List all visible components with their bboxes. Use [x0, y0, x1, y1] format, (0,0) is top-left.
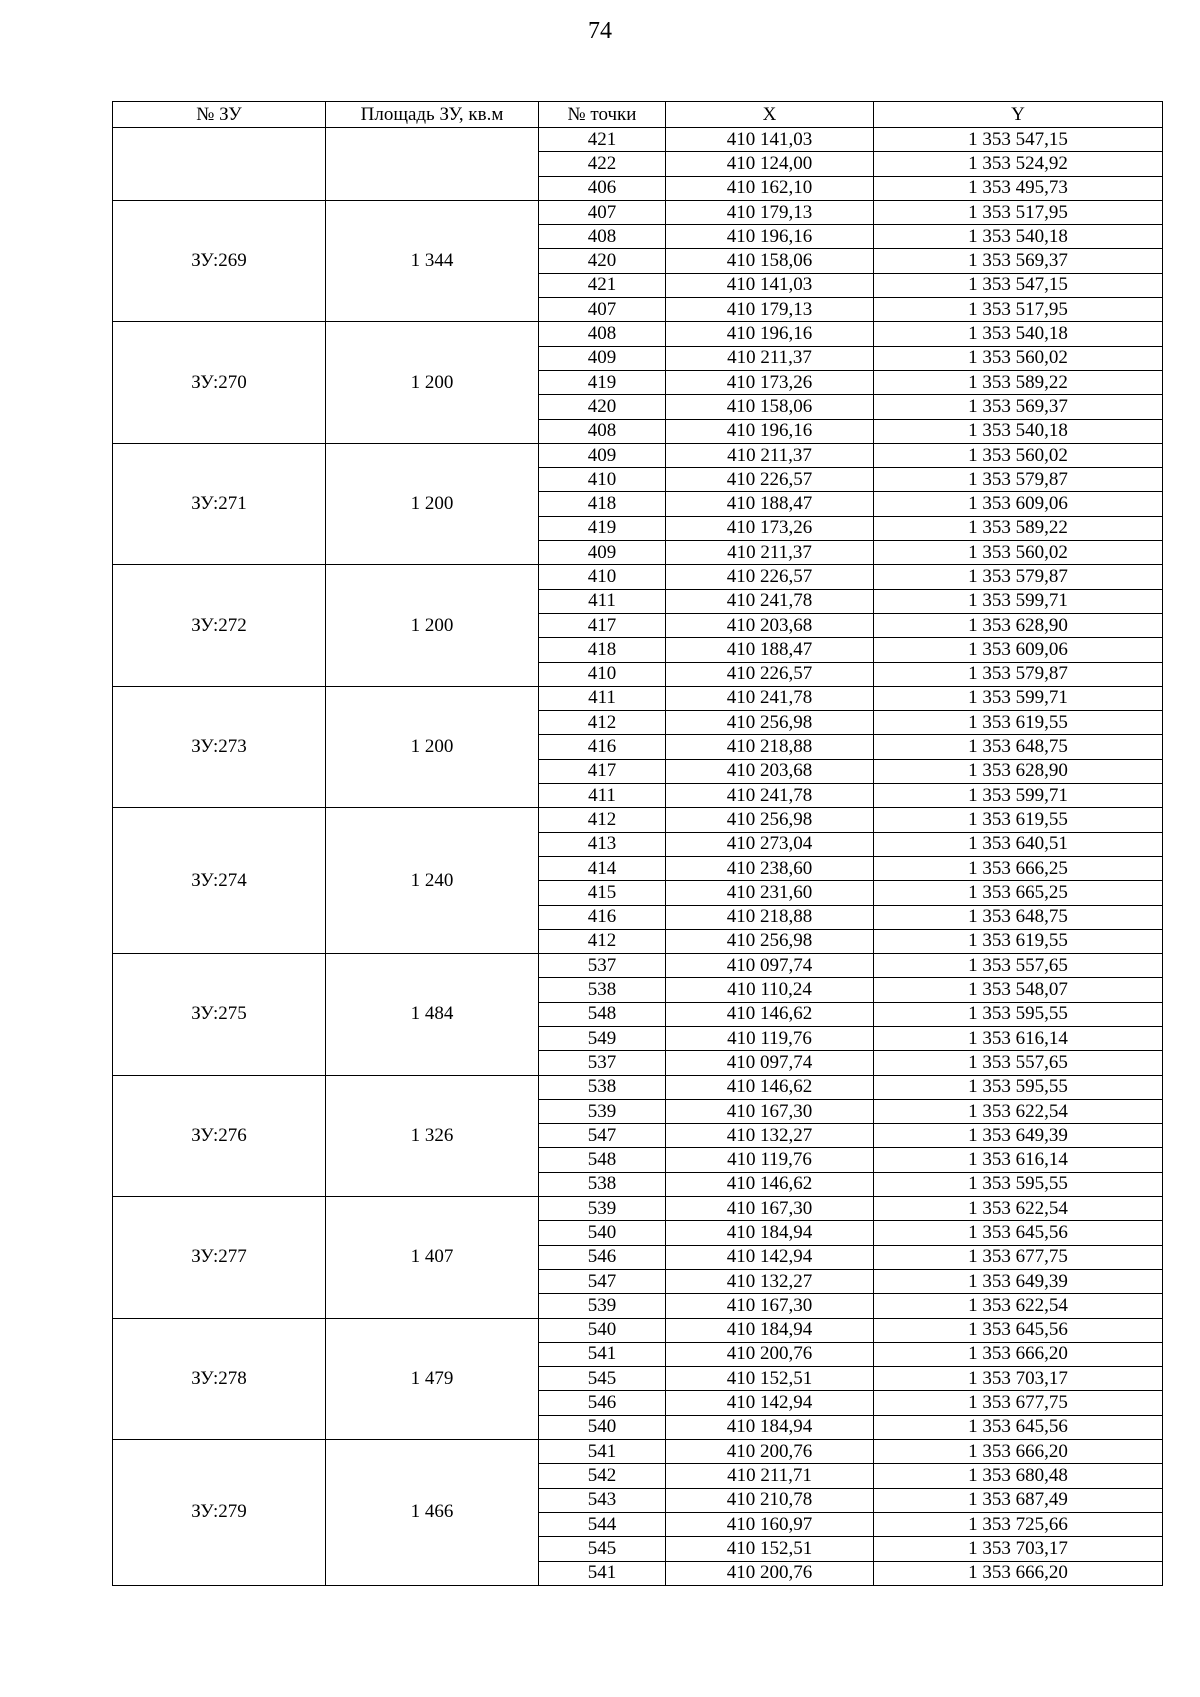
- point-number-cell: 420: [539, 395, 666, 419]
- x-coordinate-cell: 410 188,47: [666, 638, 874, 662]
- plot-number-cell: ЗУ:270: [113, 322, 326, 443]
- x-coordinate-cell: 410 226,57: [666, 565, 874, 589]
- plot-number-cell: ЗУ:274: [113, 808, 326, 954]
- x-coordinate-cell: 410 132,27: [666, 1269, 874, 1293]
- point-number-cell: 537: [539, 954, 666, 978]
- point-number-cell: 422: [539, 152, 666, 176]
- point-number-cell: 540: [539, 1221, 666, 1245]
- point-number-cell: 407: [539, 298, 666, 322]
- point-number-cell: 540: [539, 1318, 666, 1342]
- x-coordinate-cell: 410 218,88: [666, 905, 874, 929]
- plot-area-cell: 1 466: [326, 1440, 539, 1586]
- point-number-cell: 410: [539, 662, 666, 686]
- point-number-cell: 539: [539, 1294, 666, 1318]
- plot-number-cell: ЗУ:271: [113, 443, 326, 564]
- x-coordinate-cell: 410 231,60: [666, 881, 874, 905]
- point-number-cell: 408: [539, 225, 666, 249]
- x-coordinate-cell: 410 158,06: [666, 249, 874, 273]
- point-number-cell: 543: [539, 1488, 666, 1512]
- plot-area-cell: 1 484: [326, 954, 539, 1075]
- y-coordinate-cell: 1 353 616,14: [874, 1026, 1163, 1050]
- point-number-cell: 419: [539, 370, 666, 394]
- y-coordinate-cell: 1 353 619,55: [874, 808, 1163, 832]
- table-row: [113, 1075, 1163, 1099]
- point-number-cell: 407: [539, 200, 666, 224]
- y-coordinate-cell: 1 353 557,65: [874, 954, 1163, 978]
- x-coordinate-cell: 410 152,51: [666, 1367, 874, 1391]
- x-coordinate-cell: 410 142,94: [666, 1391, 874, 1415]
- y-coordinate-cell: 1 353 628,90: [874, 613, 1163, 637]
- point-number-cell: 546: [539, 1245, 666, 1269]
- point-number-cell: 541: [539, 1342, 666, 1366]
- y-coordinate-cell: 1 353 547,15: [874, 128, 1163, 152]
- x-coordinate-cell: 410 173,26: [666, 370, 874, 394]
- y-coordinate-cell: 1 353 595,55: [874, 1172, 1163, 1196]
- y-coordinate-cell: 1 353 595,55: [874, 1002, 1163, 1026]
- x-coordinate-cell: 410 218,88: [666, 735, 874, 759]
- table-row: [113, 808, 1163, 832]
- y-coordinate-cell: 1 353 609,06: [874, 638, 1163, 662]
- y-coordinate-cell: 1 353 648,75: [874, 905, 1163, 929]
- point-number-cell: 411: [539, 784, 666, 808]
- point-number-cell: 544: [539, 1512, 666, 1536]
- point-number-cell: 411: [539, 589, 666, 613]
- table-row: [113, 200, 1163, 224]
- plot-area-cell: 1 407: [326, 1197, 539, 1318]
- y-coordinate-cell: 1 353 622,54: [874, 1294, 1163, 1318]
- point-number-cell: 547: [539, 1124, 666, 1148]
- x-coordinate-cell: 410 142,94: [666, 1245, 874, 1269]
- y-coordinate-cell: 1 353 540,18: [874, 322, 1163, 346]
- coordinates-table: [112, 101, 1163, 1586]
- x-coordinate-cell: 410 158,06: [666, 395, 874, 419]
- x-coordinate-cell: 410 119,76: [666, 1148, 874, 1172]
- y-coordinate-cell: 1 353 595,55: [874, 1075, 1163, 1099]
- y-coordinate-cell: 1 353 680,48: [874, 1464, 1163, 1488]
- y-coordinate-cell: 1 353 677,75: [874, 1391, 1163, 1415]
- x-coordinate-cell: 410 167,30: [666, 1294, 874, 1318]
- point-number-cell: 537: [539, 1051, 666, 1075]
- plot-number-cell: [113, 128, 326, 201]
- x-coordinate-cell: 410 110,24: [666, 978, 874, 1002]
- point-number-cell: 409: [539, 346, 666, 370]
- y-coordinate-cell: 1 353 540,18: [874, 225, 1163, 249]
- x-coordinate-cell: 410 241,78: [666, 589, 874, 613]
- x-coordinate-cell: 410 146,62: [666, 1002, 874, 1026]
- y-coordinate-cell: 1 353 619,55: [874, 711, 1163, 735]
- y-coordinate-cell: 1 353 622,54: [874, 1099, 1163, 1123]
- x-coordinate-cell: 410 238,60: [666, 856, 874, 880]
- plot-area-cell: 1 344: [326, 200, 539, 321]
- point-number-cell: 420: [539, 249, 666, 273]
- point-number-cell: 418: [539, 638, 666, 662]
- x-coordinate-cell: 410 184,94: [666, 1221, 874, 1245]
- point-number-cell: 541: [539, 1561, 666, 1585]
- y-coordinate-cell: 1 353 648,75: [874, 735, 1163, 759]
- x-coordinate-cell: 410 097,74: [666, 1051, 874, 1075]
- plot-area-cell: 1 240: [326, 808, 539, 954]
- point-number-cell: 549: [539, 1026, 666, 1050]
- x-coordinate-cell: 410 179,13: [666, 298, 874, 322]
- x-coordinate-cell: 410 256,98: [666, 929, 874, 953]
- y-coordinate-cell: 1 353 628,90: [874, 759, 1163, 783]
- x-coordinate-cell: 410 132,27: [666, 1124, 874, 1148]
- x-coordinate-cell: 410 162,10: [666, 176, 874, 200]
- point-number-cell: 410: [539, 468, 666, 492]
- y-coordinate-cell: 1 353 666,25: [874, 856, 1163, 880]
- y-coordinate-cell: 1 353 599,71: [874, 784, 1163, 808]
- point-number-cell: 411: [539, 686, 666, 710]
- table-row: [113, 954, 1163, 978]
- point-number-cell: 548: [539, 1148, 666, 1172]
- point-number-cell: 415: [539, 881, 666, 905]
- x-coordinate-cell: 410 196,16: [666, 322, 874, 346]
- table-row: [113, 686, 1163, 710]
- plot-area-cell: 1 326: [326, 1075, 539, 1196]
- y-coordinate-cell: 1 353 622,54: [874, 1197, 1163, 1221]
- x-coordinate-cell: 410 211,37: [666, 541, 874, 565]
- y-coordinate-cell: 1 353 703,17: [874, 1367, 1163, 1391]
- point-number-cell: 548: [539, 1002, 666, 1026]
- x-coordinate-cell: 410 173,26: [666, 516, 874, 540]
- plot-area-cell: [326, 128, 539, 201]
- plot-number-cell: ЗУ:278: [113, 1318, 326, 1439]
- header-plot-number: № ЗУ: [113, 102, 326, 128]
- y-coordinate-cell: 1 353 645,56: [874, 1221, 1163, 1245]
- point-number-cell: 541: [539, 1440, 666, 1464]
- point-number-cell: 421: [539, 273, 666, 297]
- point-number-cell: 414: [539, 856, 666, 880]
- y-coordinate-cell: 1 353 609,06: [874, 492, 1163, 516]
- table-row: [113, 443, 1163, 467]
- y-coordinate-cell: 1 353 599,71: [874, 686, 1163, 710]
- table-body: [113, 128, 1163, 1586]
- x-coordinate-cell: 410 241,78: [666, 784, 874, 808]
- y-coordinate-cell: 1 353 548,07: [874, 978, 1163, 1002]
- x-coordinate-cell: 410 146,62: [666, 1075, 874, 1099]
- header-x: X: [666, 102, 874, 128]
- y-coordinate-cell: 1 353 569,37: [874, 395, 1163, 419]
- table-row: [113, 1440, 1163, 1464]
- x-coordinate-cell: 410 203,68: [666, 613, 874, 637]
- x-coordinate-cell: 410 273,04: [666, 832, 874, 856]
- x-coordinate-cell: 410 160,97: [666, 1512, 874, 1536]
- y-coordinate-cell: 1 353 560,02: [874, 346, 1163, 370]
- x-coordinate-cell: 410 211,37: [666, 346, 874, 370]
- point-number-cell: 416: [539, 905, 666, 929]
- x-coordinate-cell: 410 196,16: [666, 225, 874, 249]
- x-coordinate-cell: 410 256,98: [666, 711, 874, 735]
- x-coordinate-cell: 410 124,00: [666, 152, 874, 176]
- x-coordinate-cell: 410 226,57: [666, 468, 874, 492]
- point-number-cell: 409: [539, 443, 666, 467]
- page-number: 74: [588, 18, 612, 44]
- plot-number-cell: ЗУ:269: [113, 200, 326, 321]
- x-coordinate-cell: 410 167,30: [666, 1197, 874, 1221]
- table-row: [113, 322, 1163, 346]
- plot-area-cell: 1 200: [326, 443, 539, 564]
- table-row: [113, 1318, 1163, 1342]
- x-coordinate-cell: 410 241,78: [666, 686, 874, 710]
- y-coordinate-cell: 1 353 619,55: [874, 929, 1163, 953]
- point-number-cell: 547: [539, 1269, 666, 1293]
- x-coordinate-cell: 410 152,51: [666, 1537, 874, 1561]
- point-number-cell: 412: [539, 711, 666, 735]
- header-plot-area: Площадь ЗУ, кв.м: [326, 102, 539, 128]
- x-coordinate-cell: 410 211,71: [666, 1464, 874, 1488]
- y-coordinate-cell: 1 353 540,18: [874, 419, 1163, 443]
- point-number-cell: 538: [539, 978, 666, 1002]
- y-coordinate-cell: 1 353 665,25: [874, 881, 1163, 905]
- plot-area-cell: 1 200: [326, 322, 539, 443]
- y-coordinate-cell: 1 353 645,56: [874, 1415, 1163, 1439]
- x-coordinate-cell: 410 200,76: [666, 1342, 874, 1366]
- point-number-cell: 538: [539, 1075, 666, 1099]
- y-coordinate-cell: 1 353 517,95: [874, 200, 1163, 224]
- y-coordinate-cell: 1 353 599,71: [874, 589, 1163, 613]
- point-number-cell: 412: [539, 808, 666, 832]
- plot-area-cell: 1 479: [326, 1318, 539, 1439]
- y-coordinate-cell: 1 353 677,75: [874, 1245, 1163, 1269]
- x-coordinate-cell: 410 184,94: [666, 1318, 874, 1342]
- point-number-cell: 540: [539, 1415, 666, 1439]
- point-number-cell: 538: [539, 1172, 666, 1196]
- y-coordinate-cell: 1 353 687,49: [874, 1488, 1163, 1512]
- x-coordinate-cell: 410 141,03: [666, 128, 874, 152]
- x-coordinate-cell: 410 211,37: [666, 443, 874, 467]
- point-number-cell: 546: [539, 1391, 666, 1415]
- plot-number-cell: ЗУ:273: [113, 686, 326, 807]
- y-coordinate-cell: 1 353 547,15: [874, 273, 1163, 297]
- plot-area-cell: 1 200: [326, 565, 539, 686]
- point-number-cell: 542: [539, 1464, 666, 1488]
- x-coordinate-cell: 410 184,94: [666, 1415, 874, 1439]
- point-number-cell: 412: [539, 929, 666, 953]
- point-number-cell: 545: [539, 1367, 666, 1391]
- table-row: [113, 128, 1163, 152]
- point-number-cell: 408: [539, 419, 666, 443]
- y-coordinate-cell: 1 353 645,56: [874, 1318, 1163, 1342]
- y-coordinate-cell: 1 353 666,20: [874, 1440, 1163, 1464]
- x-coordinate-cell: 410 146,62: [666, 1172, 874, 1196]
- x-coordinate-cell: 410 200,76: [666, 1561, 874, 1585]
- point-number-cell: 413: [539, 832, 666, 856]
- table-row: [113, 1197, 1163, 1221]
- y-coordinate-cell: 1 353 579,87: [874, 468, 1163, 492]
- point-number-cell: 545: [539, 1537, 666, 1561]
- y-coordinate-cell: 1 353 579,87: [874, 565, 1163, 589]
- y-coordinate-cell: 1 353 517,95: [874, 298, 1163, 322]
- y-coordinate-cell: 1 353 495,73: [874, 176, 1163, 200]
- point-number-cell: 418: [539, 492, 666, 516]
- x-coordinate-cell: 410 196,16: [666, 419, 874, 443]
- y-coordinate-cell: 1 353 666,20: [874, 1561, 1163, 1585]
- plot-number-cell: ЗУ:272: [113, 565, 326, 686]
- y-coordinate-cell: 1 353 569,37: [874, 249, 1163, 273]
- point-number-cell: 539: [539, 1197, 666, 1221]
- y-coordinate-cell: 1 353 560,02: [874, 443, 1163, 467]
- x-coordinate-cell: 410 226,57: [666, 662, 874, 686]
- plot-number-cell: ЗУ:276: [113, 1075, 326, 1196]
- x-coordinate-cell: 410 203,68: [666, 759, 874, 783]
- x-coordinate-cell: 410 167,30: [666, 1099, 874, 1123]
- y-coordinate-cell: 1 353 560,02: [874, 541, 1163, 565]
- plot-number-cell: ЗУ:275: [113, 954, 326, 1075]
- x-coordinate-cell: 410 188,47: [666, 492, 874, 516]
- y-coordinate-cell: 1 353 524,92: [874, 152, 1163, 176]
- y-coordinate-cell: 1 353 579,87: [874, 662, 1163, 686]
- point-number-cell: 406: [539, 176, 666, 200]
- y-coordinate-cell: 1 353 703,17: [874, 1537, 1163, 1561]
- y-coordinate-cell: 1 353 640,51: [874, 832, 1163, 856]
- plot-area-cell: 1 200: [326, 686, 539, 807]
- x-coordinate-cell: 410 097,74: [666, 954, 874, 978]
- point-number-cell: 416: [539, 735, 666, 759]
- table-header-row: [113, 102, 1163, 128]
- x-coordinate-cell: 410 256,98: [666, 808, 874, 832]
- table-row: [113, 565, 1163, 589]
- point-number-cell: 539: [539, 1099, 666, 1123]
- point-number-cell: 409: [539, 541, 666, 565]
- y-coordinate-cell: 1 353 649,39: [874, 1124, 1163, 1148]
- x-coordinate-cell: 410 210,78: [666, 1488, 874, 1512]
- point-number-cell: 419: [539, 516, 666, 540]
- plot-number-cell: ЗУ:277: [113, 1197, 326, 1318]
- y-coordinate-cell: 1 353 557,65: [874, 1051, 1163, 1075]
- plot-number-cell: ЗУ:279: [113, 1440, 326, 1586]
- point-number-cell: 421: [539, 128, 666, 152]
- x-coordinate-cell: 410 141,03: [666, 273, 874, 297]
- x-coordinate-cell: 410 119,76: [666, 1026, 874, 1050]
- point-number-cell: 417: [539, 759, 666, 783]
- header-point-number: № точки: [539, 102, 666, 128]
- header-y: Y: [874, 102, 1163, 128]
- y-coordinate-cell: 1 353 589,22: [874, 370, 1163, 394]
- y-coordinate-cell: 1 353 666,20: [874, 1342, 1163, 1366]
- x-coordinate-cell: 410 179,13: [666, 200, 874, 224]
- point-number-cell: 417: [539, 613, 666, 637]
- point-number-cell: 410: [539, 565, 666, 589]
- y-coordinate-cell: 1 353 589,22: [874, 516, 1163, 540]
- point-number-cell: 408: [539, 322, 666, 346]
- y-coordinate-cell: 1 353 649,39: [874, 1269, 1163, 1293]
- y-coordinate-cell: 1 353 616,14: [874, 1148, 1163, 1172]
- y-coordinate-cell: 1 353 725,66: [874, 1512, 1163, 1536]
- x-coordinate-cell: 410 200,76: [666, 1440, 874, 1464]
